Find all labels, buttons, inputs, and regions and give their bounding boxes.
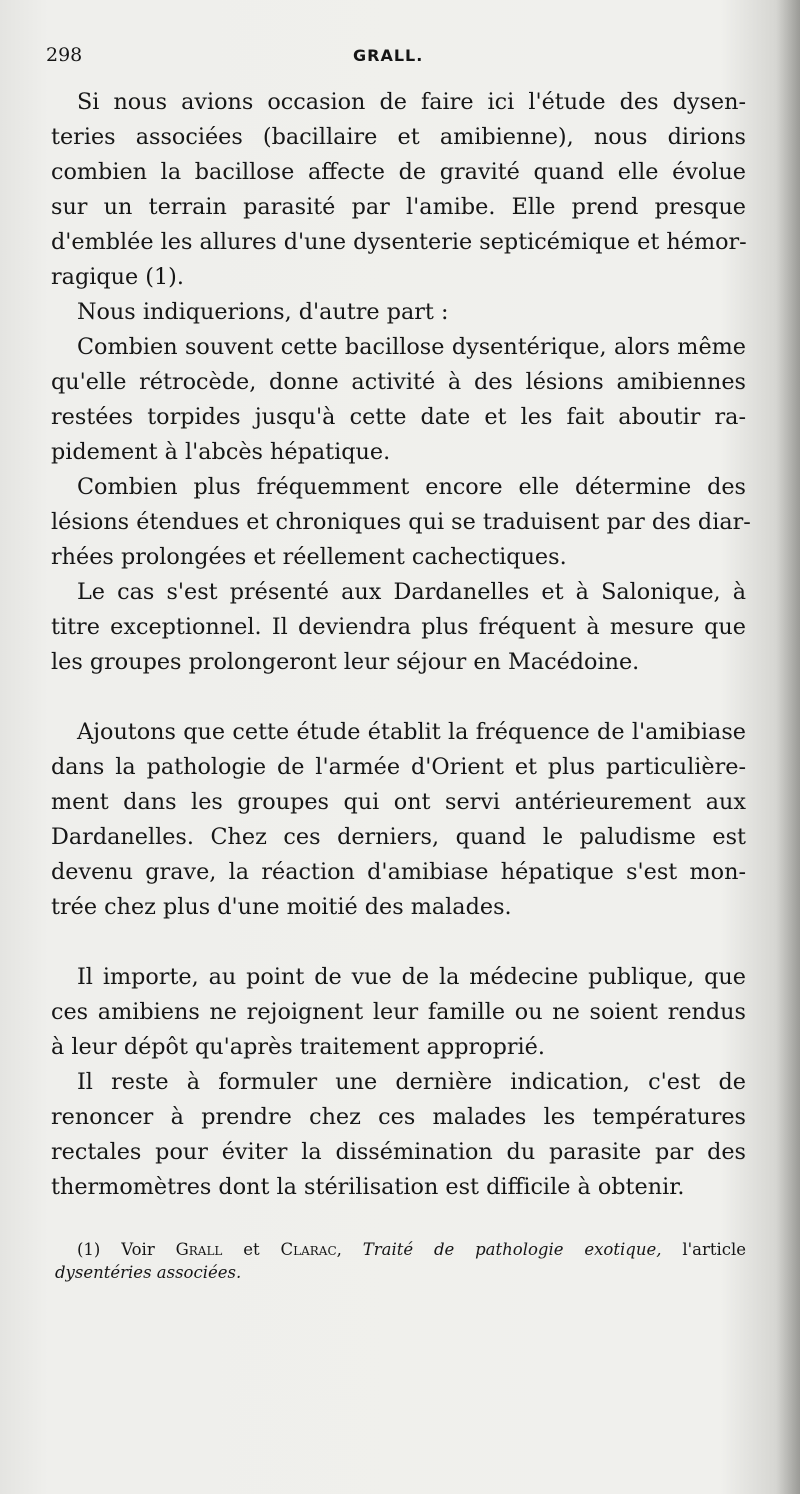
text-line: restées torpides jusqu'à cette date et les fait aboutir ra-	[51, 404, 746, 430]
text-line: Il importe, au point de vue de la médecine publique, que	[77, 964, 746, 990]
text-line: ces amibiens ne rejoignent leur famille ou ne soient rendus	[51, 999, 746, 1025]
footnote-voir: Voir	[121, 1240, 155, 1259]
text-line: les groupes prolongeront leur séjour en Macédoine.	[51, 649, 640, 675]
text-line: Combien plus fréquemment encore elle détermine des	[77, 474, 746, 500]
text-line: renoncer à prendre chez ces malades les températures	[51, 1104, 746, 1130]
page-number: 298	[46, 44, 83, 66]
text-line: pidement à l'abcès hépatique.	[51, 439, 391, 465]
text-line: lésions étendues et chroniques qui se traduisent par des diar-	[51, 509, 751, 535]
text-line: combien la bacillose affecte de gravité quand elle évolue	[51, 159, 746, 185]
footnote-marker: (1)	[77, 1240, 101, 1259]
footnote-et: et	[243, 1240, 260, 1259]
text-line: Il reste à formuler une dernière indication, c'est de	[77, 1069, 746, 1095]
text-line: Le cas s'est présenté aux Dardanelles et à Salonique, à	[77, 579, 746, 605]
text-line: titre exceptionnel. Il deviendra plus fréquent à mesure que	[51, 614, 746, 640]
footnote-tail: l'article	[682, 1240, 747, 1259]
text-line: Dardanelles. Chez ces derniers, quand le paludisme est	[51, 824, 746, 850]
footnote-article-title: dysentéries associées.	[55, 1263, 242, 1282]
footnote-line	[55, 1261, 746, 1285]
page-header	[0, 44, 800, 74]
text-line: devenu grave, la réaction d'amibiase hépatique s'est mon-	[51, 859, 746, 885]
text-line: Ajoutons que cette étude établit la fréquence de l'amibiase	[77, 719, 746, 745]
running-title: GRALL.	[353, 46, 424, 65]
text-line: trée chez plus d'une moitié des malades.	[51, 894, 512, 920]
text-line: sur un terrain parasité par l'amibe. Elle prend presque	[51, 194, 746, 220]
text-line: qu'elle rétrocède, donne activité à des lésions amibiennes	[51, 369, 746, 395]
text-line: Si nous avions occasion de faire ici l'étude des dysen-	[77, 89, 746, 115]
text-line: rhées prolongées et réellement cachectiques.	[51, 544, 567, 570]
text-line: thermomètres dont la stérilisation est difficile à obtenir.	[51, 1174, 685, 1200]
text-line: à leur dépôt qu'après traitement approprié.	[51, 1034, 545, 1060]
text-line: Nous indiquerions, d'autre part :	[77, 299, 449, 325]
text-line: ragique (1).	[51, 264, 184, 290]
text-line: dans la pathologie de l'armée d'Orient et plus particulière-	[51, 754, 746, 780]
footnote-book-title: Traité de pathologie exotique,	[362, 1240, 662, 1259]
footnote-author: Grall	[175, 1240, 223, 1259]
text-line: ment dans les groupes qui ont servi antérieurement aux	[51, 789, 746, 815]
text-line: Combien souvent cette bacillose dysentérique, alors même	[77, 334, 746, 360]
text-line: teries associées (bacillaire et amibienne), nous dirions	[51, 124, 746, 150]
footnote-line	[77, 1238, 746, 1262]
text-line: rectales pour éviter la dissémination du parasite par des	[51, 1139, 746, 1165]
footnote-author: Clarac,	[280, 1240, 342, 1259]
text-line: d'emblée les allures d'une dysenterie septicémique et hémor-	[51, 229, 747, 255]
